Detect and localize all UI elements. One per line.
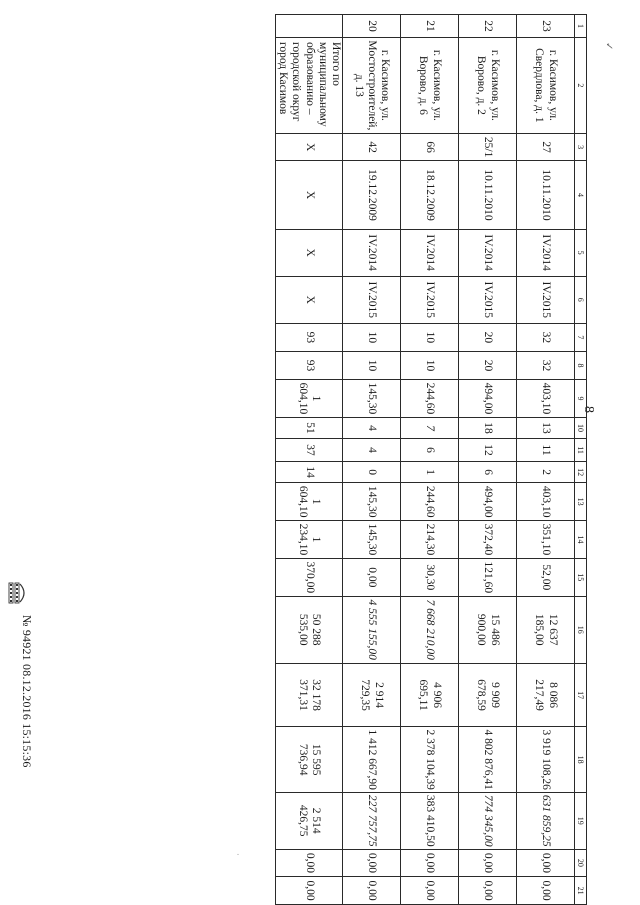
table-cell: 403,10 bbox=[517, 380, 575, 418]
column-number-4: 4 bbox=[575, 161, 587, 229]
table-cell bbox=[275, 15, 342, 38]
table-cell: 10 bbox=[401, 351, 459, 379]
table-cell: 0,00 bbox=[517, 877, 575, 905]
table-cell: 18 bbox=[459, 417, 517, 438]
table-cell: 1 412 667,90 bbox=[343, 727, 401, 792]
table-cell: 214,30 bbox=[401, 521, 459, 559]
table-cell: 372,40 bbox=[459, 521, 517, 559]
column-number-8: 8 bbox=[575, 351, 587, 379]
table-cell: 18.12.2009 bbox=[401, 161, 459, 229]
table-cell: 4 802 876,41 bbox=[459, 727, 517, 792]
table-cell: 93 bbox=[275, 351, 342, 379]
table-cell: X bbox=[275, 276, 342, 323]
table-cell: 66 bbox=[401, 133, 459, 161]
table-cell: 11 bbox=[517, 439, 575, 462]
table-cell: 2 514 426,75 bbox=[275, 792, 342, 849]
column-number-16: 16 bbox=[575, 596, 587, 663]
table-cell: 2 914 729,35 bbox=[343, 663, 401, 727]
table-cell: IV.2015 bbox=[343, 276, 401, 323]
table-cell: 0,00 bbox=[275, 849, 342, 877]
table-cell: 494,00 bbox=[459, 380, 517, 418]
table-cell: 20 bbox=[343, 15, 401, 38]
column-number-21: 21 bbox=[575, 877, 587, 905]
table-cell: 1 234,10 bbox=[275, 521, 342, 559]
table-cell: 52,00 bbox=[517, 558, 575, 596]
table-cell: 22 bbox=[459, 15, 517, 38]
table-cell: 4 bbox=[343, 439, 401, 462]
table-cell: 20 bbox=[459, 351, 517, 379]
table-cell: 1 604,10 bbox=[275, 483, 342, 521]
table-row bbox=[517, 15, 575, 905]
table-cell: IV.2015 bbox=[459, 276, 517, 323]
table-cell: 351,10 bbox=[517, 521, 575, 559]
column-number-14: 14 bbox=[575, 521, 587, 559]
table-cell: 1 bbox=[401, 462, 459, 483]
page-number: 8 bbox=[581, 406, 596, 413]
table-cell: IV.2014 bbox=[343, 229, 401, 276]
column-number-12: 12 bbox=[575, 462, 587, 483]
table-cell: 145,30 bbox=[343, 483, 401, 521]
column-number-1: 1 bbox=[575, 15, 587, 38]
table-cell: 244,60 bbox=[401, 380, 459, 418]
address-cell: г. Касимов, ул. Свердлова, д. 1 bbox=[517, 37, 575, 133]
table-cell: IV.2015 bbox=[401, 276, 459, 323]
table-cell: 0,00 bbox=[459, 849, 517, 877]
table-cell: IV.2014 bbox=[401, 229, 459, 276]
table-cell: 12 bbox=[459, 439, 517, 462]
table-cell: 145,30 bbox=[343, 380, 401, 418]
table-cell: 494,00 bbox=[459, 483, 517, 521]
table-cell: 15 486 900,00 bbox=[459, 596, 517, 663]
table-row bbox=[343, 15, 401, 905]
table-cell: 20 bbox=[459, 323, 517, 351]
column-number-7: 7 bbox=[575, 323, 587, 351]
table-cell: 1 604,10 bbox=[275, 380, 342, 418]
total-row bbox=[275, 15, 342, 905]
table-cell: 23 bbox=[517, 15, 575, 38]
table-cell: 0,00 bbox=[343, 849, 401, 877]
pen-tick-mark: ✓ bbox=[603, 42, 614, 51]
table-cell: 9 909 678,59 bbox=[459, 663, 517, 727]
table-cell: 32 bbox=[517, 351, 575, 379]
table-cell: 244,60 bbox=[401, 483, 459, 521]
table-cell: 0,00 bbox=[401, 877, 459, 905]
address-cell: Итого по муниципальному образованию – городской округ город Касимов bbox=[275, 37, 342, 133]
data-table bbox=[275, 14, 587, 905]
table-cell: 2 378 104,39 bbox=[401, 727, 459, 792]
table-cell: 0,00 bbox=[343, 558, 401, 596]
column-number-3: 3 bbox=[575, 133, 587, 161]
column-number-11: 11 bbox=[575, 439, 587, 462]
table-cell: 27 bbox=[517, 133, 575, 161]
table-cell: 403,10 bbox=[517, 483, 575, 521]
table-cell: IV.2014 bbox=[459, 229, 517, 276]
table-cell: 4 555 155,00 bbox=[343, 596, 401, 663]
table-cell: IV.2015 bbox=[517, 276, 575, 323]
column-number-5: 5 bbox=[575, 229, 587, 276]
dot-mark: · bbox=[233, 853, 242, 856]
table-cell: 0,00 bbox=[343, 877, 401, 905]
column-number-19: 19 bbox=[575, 792, 587, 849]
table-cell: 10.11.2010 bbox=[459, 161, 517, 229]
address-cell: г. Касимов, ул. Ворово, д. 6 bbox=[401, 37, 459, 133]
column-number-13: 13 bbox=[575, 483, 587, 521]
table-cell: 121,60 bbox=[459, 558, 517, 596]
table-cell: 4 bbox=[343, 417, 401, 438]
table-cell: 13 bbox=[517, 417, 575, 438]
column-number-9: 9 bbox=[575, 380, 587, 418]
table-cell: 227 757,75 bbox=[343, 792, 401, 849]
column-number-row bbox=[575, 15, 587, 905]
table-cell: X bbox=[275, 161, 342, 229]
table-cell: 7 668 210,00 bbox=[401, 596, 459, 663]
table-row bbox=[401, 15, 459, 905]
table-cell: 37 bbox=[275, 439, 342, 462]
column-number-18: 18 bbox=[575, 727, 587, 792]
table-cell: 10 bbox=[343, 323, 401, 351]
table-cell: 0 bbox=[343, 462, 401, 483]
table-cell: 15 595 736,94 bbox=[275, 727, 342, 792]
table-cell: IV.2014 bbox=[517, 229, 575, 276]
column-number-6: 6 bbox=[575, 276, 587, 323]
table-cell: 145,30 bbox=[343, 521, 401, 559]
table-cell: 10 bbox=[401, 323, 459, 351]
table-cell: 19.12.2009 bbox=[343, 161, 401, 229]
column-number-15: 15 bbox=[575, 558, 587, 596]
table-cell: 21 bbox=[401, 15, 459, 38]
table-cell: 14 bbox=[275, 462, 342, 483]
address-cell: г. Касимов, ул. Ворово, д. 2 bbox=[459, 37, 517, 133]
registration-stamp: № 94921 08.12.2016 15:15:36 bbox=[20, 615, 34, 768]
table-cell: 25/1 bbox=[459, 133, 517, 161]
table-cell: 10 bbox=[343, 351, 401, 379]
table-cell: 50 288 535,00 bbox=[275, 596, 342, 663]
table-cell: 93 bbox=[275, 323, 342, 351]
table-cell: 4 906 695,11 bbox=[401, 663, 459, 727]
column-number-10: 10 bbox=[575, 417, 587, 438]
table-cell: 370,00 bbox=[275, 558, 342, 596]
table-cell: X bbox=[275, 229, 342, 276]
table-cell: 32 178 371,31 bbox=[275, 663, 342, 727]
column-number-17: 17 bbox=[575, 663, 587, 727]
table-cell: 32 bbox=[517, 323, 575, 351]
table-cell: 0,00 bbox=[459, 877, 517, 905]
table-cell: 30,30 bbox=[401, 558, 459, 596]
table-cell: 6 bbox=[401, 439, 459, 462]
table-cell: 2 bbox=[517, 462, 575, 483]
table-cell: 0,00 bbox=[517, 849, 575, 877]
table-cell: 7 bbox=[401, 417, 459, 438]
table-cell: 3 919 108,26 bbox=[517, 727, 575, 792]
table-cell: 42 bbox=[343, 133, 401, 161]
table-cell: 383 410,50 bbox=[401, 792, 459, 849]
registry-logo-icon bbox=[6, 580, 28, 606]
table-cell: 51 bbox=[275, 417, 342, 438]
table-row bbox=[459, 15, 517, 905]
table-cell: 774 345,00 bbox=[459, 792, 517, 849]
table-cell: X bbox=[275, 133, 342, 161]
table-cell: 12 637 185,00 bbox=[517, 596, 575, 663]
table-cell: 631 859,25 bbox=[517, 792, 575, 849]
table-cell: 8 086 217,49 bbox=[517, 663, 575, 727]
column-number-2: 2 bbox=[575, 37, 587, 133]
table-cell: 10.11.2010 bbox=[517, 161, 575, 229]
column-number-20: 20 bbox=[575, 849, 587, 877]
table-cell: 0,00 bbox=[275, 877, 342, 905]
table-cell: 0,00 bbox=[401, 849, 459, 877]
address-cell: г. Касимов, ул. Мостостроителей, д. 13 bbox=[343, 37, 401, 133]
table-cell: 6 bbox=[459, 462, 517, 483]
